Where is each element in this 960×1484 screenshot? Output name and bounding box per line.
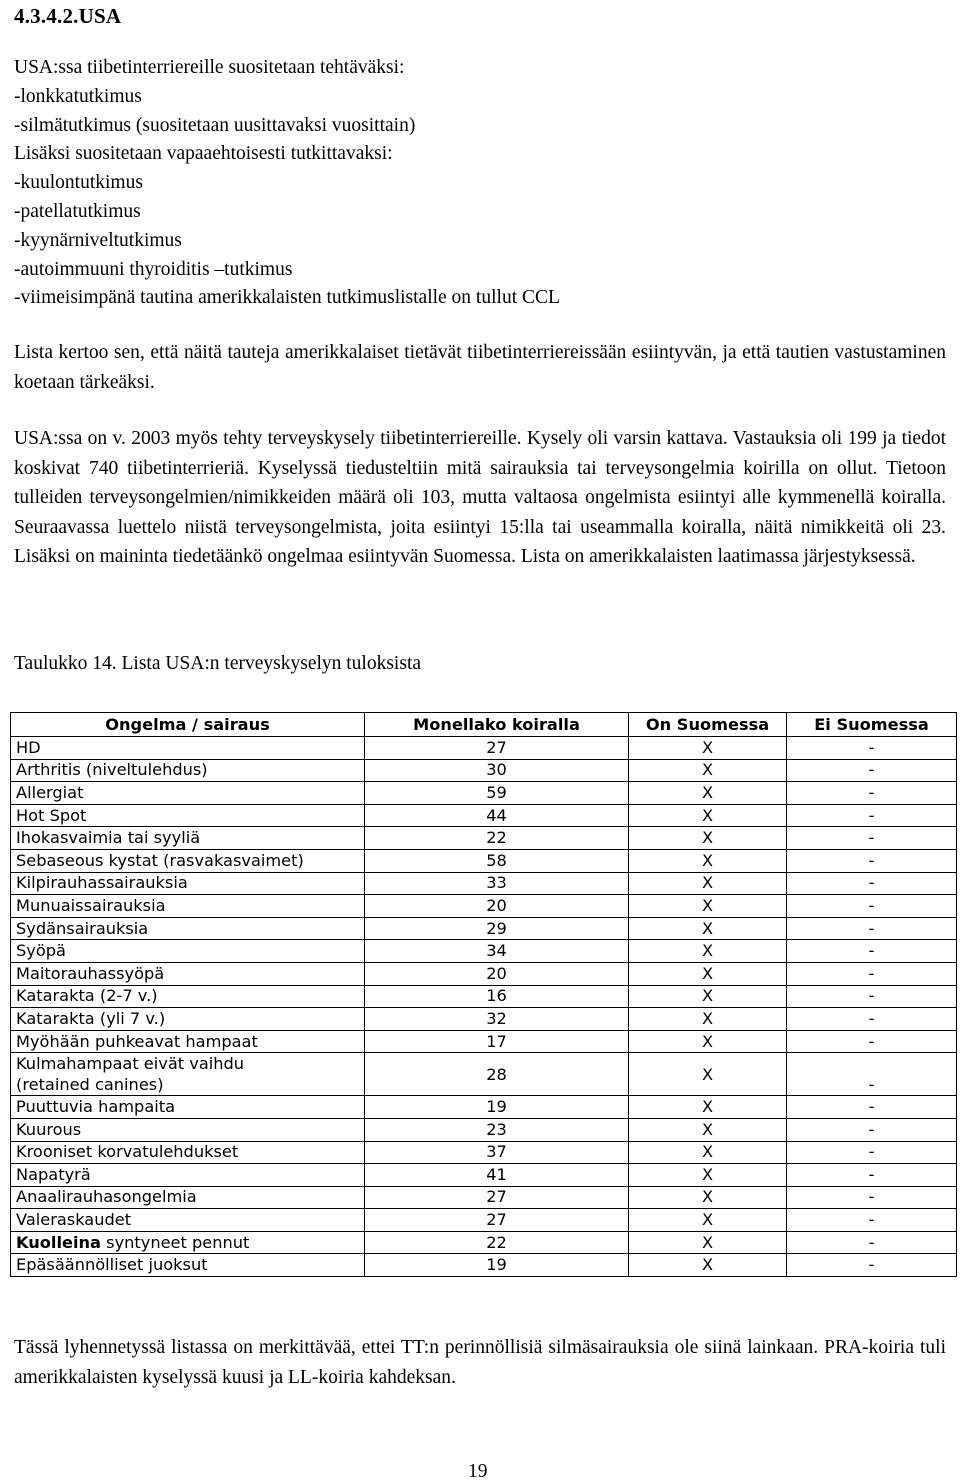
intro-line: -kyynärniveltutkimus — [14, 229, 182, 251]
in-finland: X — [629, 1096, 787, 1119]
in-finland: X — [629, 962, 787, 985]
intro-line: -viimeisimpänä tautina amerikkalaisten tutkimuslistalle on tullut CCL — [14, 287, 560, 309]
not-in-finland: - — [787, 782, 957, 805]
dog-count: 22 — [365, 827, 629, 850]
intro-line: -lonkkatutkimus — [14, 85, 142, 107]
dog-count: 37 — [365, 1141, 629, 1164]
table-caption: Taulukko 14. Lista USA:n terveyskyselyn tuloksista — [14, 653, 422, 674]
problem-name: Valeraskaudet — [11, 1209, 365, 1232]
dog-count: 20 — [365, 895, 629, 918]
problem-name: Allergiat — [11, 782, 365, 805]
problem-name: Epäsäännölliset juoksut — [11, 1254, 365, 1277]
dog-count: 27 — [365, 737, 629, 760]
header-not-in-finland: Ei Suomessa — [787, 713, 957, 737]
not-in-finland: - — [787, 1053, 957, 1096]
problem-name: Arthritis (niveltulehdus) — [11, 759, 365, 782]
not-in-finland: - — [787, 1008, 957, 1031]
dog-count: 44 — [365, 804, 629, 827]
table-row — [11, 1030, 957, 1053]
problem-name — [11, 1053, 365, 1096]
in-finland: X — [629, 1231, 787, 1254]
intro-line: USA:ssa tiibetinterriereille suositetaan tehtäväksi: — [14, 57, 405, 78]
not-in-finland: - — [787, 872, 957, 895]
table-row — [11, 1008, 957, 1031]
table-row — [11, 759, 957, 782]
problem-name: Sydänsairauksia — [11, 917, 365, 940]
dog-count: 30 — [365, 759, 629, 782]
in-finland: X — [629, 804, 787, 827]
problem-name: Kilpirauhassairauksia — [11, 872, 365, 895]
not-in-finland: - — [787, 759, 957, 782]
in-finland: X — [629, 1008, 787, 1031]
table-row — [11, 1186, 957, 1209]
table-row — [11, 737, 957, 760]
dog-count: 22 — [365, 1231, 629, 1254]
not-in-finland: - — [787, 895, 957, 918]
table-row — [11, 1231, 957, 1254]
table-row — [11, 962, 957, 985]
not-in-finland: - — [787, 1030, 957, 1053]
table-row — [11, 1254, 957, 1277]
in-finland: X — [629, 1254, 787, 1277]
health-survey-table — [10, 712, 957, 1277]
dog-count: 20 — [365, 962, 629, 985]
in-finland: X — [629, 827, 787, 850]
not-in-finland: - — [787, 1164, 957, 1187]
problem-name: Maitorauhassyöpä — [11, 962, 365, 985]
dog-count: 17 — [365, 1030, 629, 1053]
problem-name-line: (retained canines) — [16, 1075, 164, 1095]
in-finland: X — [629, 895, 787, 918]
problem-name: Ihokasvaimia tai syyliä — [11, 827, 365, 850]
not-in-finland: - — [787, 940, 957, 963]
dog-count: 16 — [365, 985, 629, 1008]
paragraph-list-meaning: Lista kertoo sen, että näitä tauteja amerikkalaiset tietävät tiibetinterriereissään esiintyvän, ja että tautien vastustaminen koetaan tärkeäksi. — [14, 342, 946, 393]
dog-count: 58 — [365, 849, 629, 872]
in-finland: X — [629, 1053, 787, 1096]
table-row — [11, 1118, 957, 1141]
problem-name: Munuaissairauksia — [11, 895, 365, 918]
problem-name-bold: Kuolleina — [16, 1232, 101, 1252]
dog-count: 27 — [365, 1186, 629, 1209]
in-finland: X — [629, 872, 787, 895]
intro-line: -patellatutkimus — [14, 200, 141, 222]
problem-name: HD — [11, 737, 365, 760]
not-in-finland: - — [787, 1231, 957, 1254]
in-finland: X — [629, 782, 787, 805]
in-finland: X — [629, 1164, 787, 1187]
dog-count: 33 — [365, 872, 629, 895]
table-row — [11, 895, 957, 918]
in-finland: X — [629, 737, 787, 760]
dog-count: 23 — [365, 1118, 629, 1141]
not-in-finland: - — [787, 1096, 957, 1119]
table-row — [11, 804, 957, 827]
table-row — [11, 1164, 957, 1187]
table-row — [11, 1209, 957, 1232]
problem-name: Myöhään puhkeavat hampaat — [11, 1030, 365, 1053]
header-problem: Ongelma / sairaus — [11, 713, 365, 737]
table-row — [11, 917, 957, 940]
not-in-finland: - — [787, 737, 957, 760]
dog-count: 32 — [365, 1008, 629, 1031]
intro-line: -silmätutkimus (suositetaan uusittavaksi vuosittain) — [14, 114, 416, 136]
table-row — [11, 782, 957, 805]
not-in-finland: - — [787, 985, 957, 1008]
not-in-finland: - — [787, 1254, 957, 1277]
problem-name: Hot Spot — [11, 804, 365, 827]
problem-name: Sebaseous kystat (rasvakasvaimet) — [11, 849, 365, 872]
in-finland: X — [629, 917, 787, 940]
problem-name: Puuttuvia hampaita — [11, 1096, 365, 1119]
problem-name: Kuurous — [11, 1118, 365, 1141]
not-in-finland: - — [787, 917, 957, 940]
paragraph-health-survey: USA:ssa on v. 2003 myös tehty terveyskysely tiibetinterriereille. Kysely oli varsin kattava. Vastauksia oli 199 ja tiedot koskivat 740 tiibetinterrieriä. Kyselyssä tiedusteltiin mitä sairauksia tai terveysongelmia koirilla on ollut. Tietoon tulleiden terveysongelmien/nimikkeiden määrä oli 103, mutta valtaosa ongelmista esiintyi alle kymmenellä koiralla. Seuraavassa luettelo niistä terveysongelmista, joita esiintyi 15:lla tai useammalla koiralla, näitä nimikkeitä oli 23. Lisäksi on maininta tiedetäänkö ongelmaa esiintyvän Suomessa. Lista on amerikkalaisten laatimassa järjestyksessä. — [14, 428, 946, 567]
problem-name — [11, 1231, 365, 1254]
in-finland: X — [629, 1118, 787, 1141]
table-row — [11, 985, 957, 1008]
not-in-finland: - — [787, 804, 957, 827]
table-row — [11, 872, 957, 895]
intro-line: -kuulontutkimus — [14, 172, 143, 194]
not-in-finland: - — [787, 962, 957, 985]
section-heading: 4.3.4.2.USA — [14, 4, 122, 28]
problem-name: Anaalirauhasongelmia — [11, 1186, 365, 1209]
not-in-finland: - — [787, 849, 957, 872]
not-in-finland: - — [787, 1209, 957, 1232]
problem-name: Katarakta (yli 7 v.) — [11, 1008, 365, 1031]
problem-name: Syöpä — [11, 940, 365, 963]
table-row — [11, 1096, 957, 1119]
problem-name: Krooniset korvatulehdukset — [11, 1141, 365, 1164]
dog-count: 19 — [365, 1254, 629, 1277]
dog-count: 27 — [365, 1209, 629, 1232]
table-row — [11, 940, 957, 963]
dog-count: 41 — [365, 1164, 629, 1187]
problem-name: Napatyrä — [11, 1164, 365, 1187]
in-finland: X — [629, 1186, 787, 1209]
not-in-finland: - — [787, 827, 957, 850]
not-in-finland: - — [787, 1118, 957, 1141]
problem-name: Katarakta (2-7 v.) — [11, 985, 365, 1008]
in-finland: X — [629, 759, 787, 782]
problem-name-rest: syntyneet pennut — [100, 1232, 250, 1252]
intro-line: Lisäksi suositetaan vapaaehtoisesti tutkittavaksi: — [14, 143, 393, 165]
dog-count: 28 — [365, 1053, 629, 1096]
in-finland: X — [629, 940, 787, 963]
in-finland: X — [629, 849, 787, 872]
intro-line: -autoimmuuni thyroiditis –tutkimus — [14, 258, 293, 280]
not-in-finland: - — [787, 1186, 957, 1209]
in-finland: X — [629, 985, 787, 1008]
dog-count: 19 — [365, 1096, 629, 1119]
table-row — [11, 1141, 957, 1164]
table-row — [11, 849, 957, 872]
table-row — [11, 827, 957, 850]
dog-count: 29 — [365, 917, 629, 940]
not-in-finland: - — [787, 1141, 957, 1164]
page-number: 19 — [468, 1461, 488, 1482]
table-header-row — [11, 713, 957, 737]
dog-count: 34 — [365, 940, 629, 963]
table-row — [11, 1053, 957, 1096]
header-count: Monellako koiralla — [365, 713, 629, 737]
in-finland: X — [629, 1141, 787, 1164]
problem-name-line: Kulmahampaat eivät vaihdu — [16, 1054, 245, 1074]
header-in-finland: On Suomessa — [629, 713, 787, 737]
intro-list — [14, 54, 560, 313]
dog-count: 59 — [365, 782, 629, 805]
in-finland: X — [629, 1209, 787, 1232]
in-finland: X — [629, 1030, 787, 1053]
paragraph-conclusion: Tässä lyhennetyssä listassa on merkittävää, ettei TT:n perinnöllisiä silmäsairauksia ole siinä lainkaan. PRA-koiria tuli amerikkalaisten kyselyssä kuusi ja LL-koiria kahdeksan. — [14, 1337, 946, 1388]
